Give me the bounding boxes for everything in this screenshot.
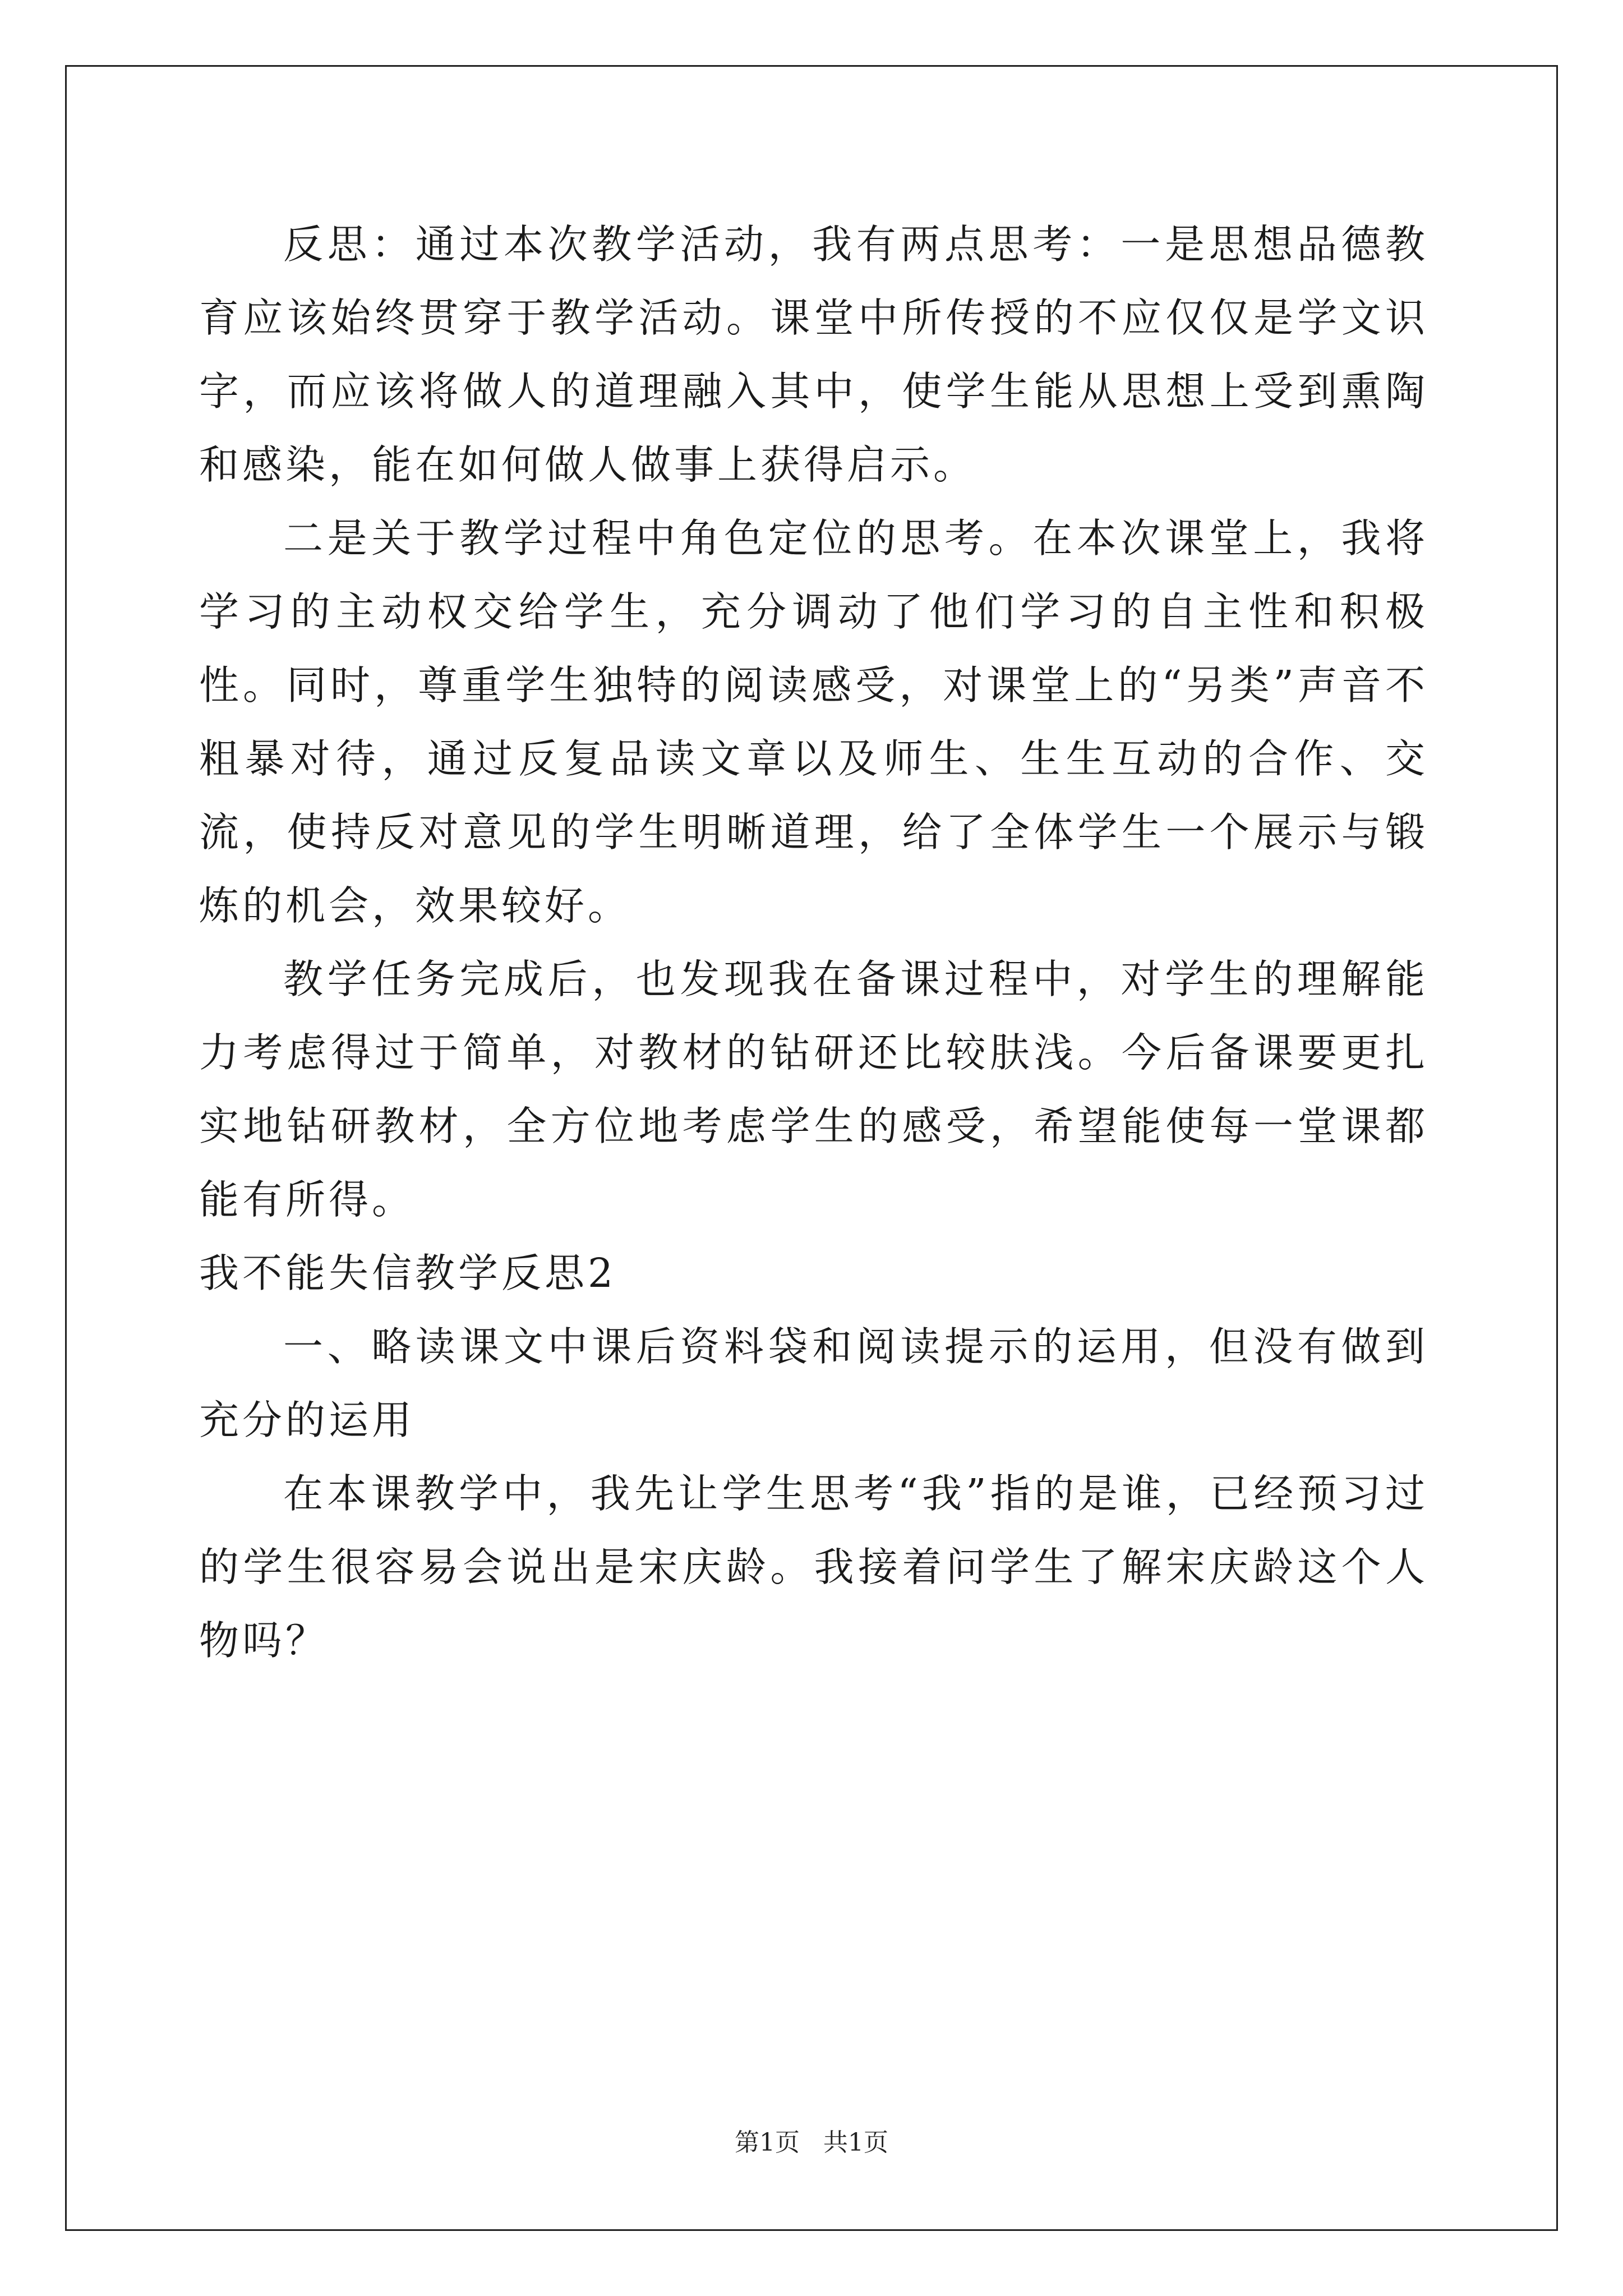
page-footer bbox=[0, 2126, 1623, 2160]
paragraph-lesson-prep: 教学任务完成后，也发现我在备课过程中，对学生的理解能力考虑得过于简单，对教材的钻研还比较肤浅。今后备课要更扎实地钻研教材，全方位地考虑学生的感受，希望能使每一堂课都能有所得。 bbox=[199, 956, 1428, 1223]
paragraph-reflection: 反思：通过本次教学活动，我有两点思考：一是思想品德教育应该始终贯穿于教学活动。课堂中所传授的不应仅仅是学文识字，而应该将做人的道理融入其中，使学生能从思想上受到熏陶和感染，能在如何做人做事上获得启示。 bbox=[199, 221, 1428, 488]
paragraph-role-positioning: 二是关于教学过程中角色定位的思考。在本次课堂上，我将学习的主动权交给学生，充分调动了他们学习的自主性和积极性。同时，尊重学生独特的阅读感受，对课堂上的“另类”声音不粗暴对待，通过反复品读文章以及师生、生生互动的合作、交流，使持反对意见的学生明晰道理，给了全体学生一个展示与锻炼的机会，效果较好。 bbox=[199, 515, 1428, 929]
page-number-current: 第1页 bbox=[735, 2128, 800, 2157]
section-heading: 我不能失信教学反思2 bbox=[199, 1250, 617, 1296]
paragraph-skim-reading: 一、略读课文中课后资料袋和阅读提示的运用，但没有做到充分的运用 bbox=[199, 1323, 1428, 1443]
paragraph-teaching-process: 在本课教学中，我先让学生思考“我”指的是谁，已经预习过的学生很容易会说出是宋庆龄。我接着问学生了解宋庆龄这个人物吗？ bbox=[199, 1470, 1428, 1664]
document-body bbox=[199, 208, 1428, 1677]
page-number-total: 共1页 bbox=[823, 2128, 888, 2157]
